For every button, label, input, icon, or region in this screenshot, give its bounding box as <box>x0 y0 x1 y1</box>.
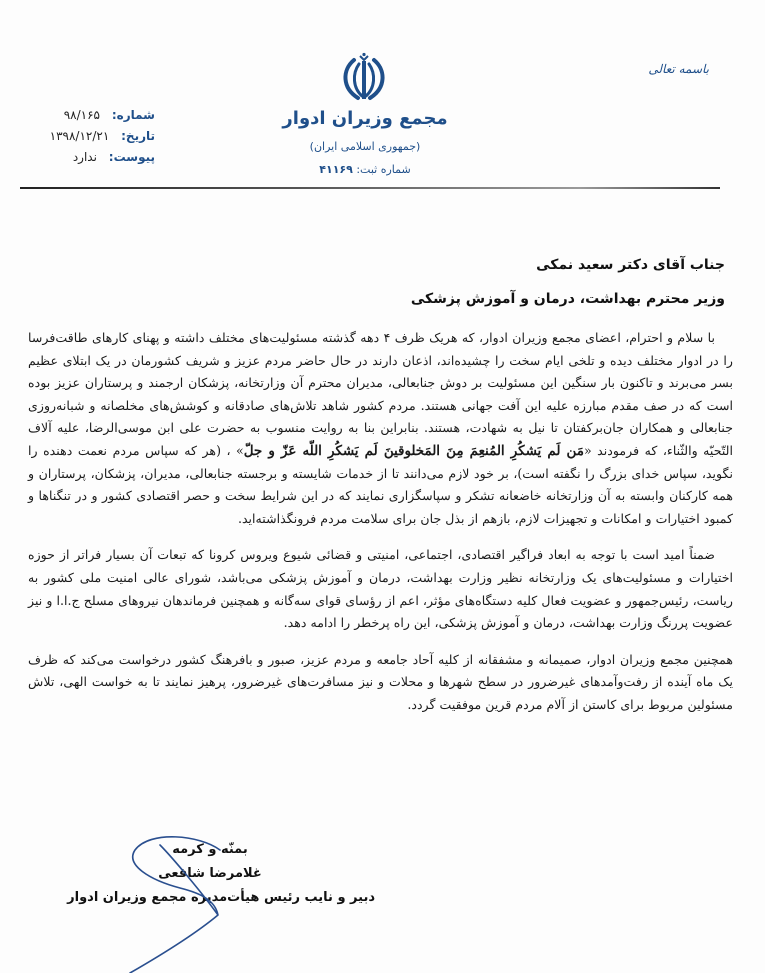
registration-number <box>280 163 450 176</box>
letter-body <box>28 327 733 717</box>
registration-label: شماره ثبت: <box>356 163 411 176</box>
p1-text-after: » ، (هر که سپاس مردم نعمت دهنده را نگوید، سپاس خدای بزرگ را نگفته است)، بر خود لازم می‌دانند تا از خدمات شایسته و برجسته جنابعالی، مدیران، پزشکان، پرستاران و همه کارکنان وابسته به آن وزارتخانه خاضعانه تشکر و سپاسگزاری نمایند که در این شرایط سخت و حصر اقتصادی کشور و در تنگناها و کمبود اختیارات و امکانات و تجهیزات لازم، بازهم از بذل جان برای سلامت مردم فرونگذاشته‌اید. <box>28 442 733 526</box>
signatory-name: غلامرضا شافعی <box>158 866 262 881</box>
attachment-label: پیوست: <box>108 150 155 164</box>
organization-subtitle: (جمهوری اسلامی ایران) <box>309 140 421 153</box>
hadith-quote: مَن لَم یَشکُرِ المُنعِمَ مِنَ المَخلوقینَ لَم یَشکُرِ اللّه عَزّ و جلّ <box>243 442 584 459</box>
registration-value: ۴۱۱۶۹ <box>319 163 353 176</box>
p1-text-before: با سلام و احترام، اعضای مجمع وزیران ادوار، که هریک ظرف ۴ دهه گذشته مسئولیت‌های مختلف داشته و پهنای کارهای طاقت‌فرسا را در ادوار مختلف دیده و تلخی ایام سخت را چشیده‌اند، اذعان دارند در حال حاضر مردم عزیز و شریف کشورمان در یک ابتلای عظیم بسر می‌برند و تاکنون بار سنگین این مسئولیت بر دوش جنابعالی، مدیران محترم آن وزارتخانه، پزشکان ارجمند و پرستاران عزیز بوده است که در صف مقدم مبارزه علیه این آفت جهانی هستند. مردم کشور شاهد تلاش‌های صادقانه و کوشش‌های مخلصانه و شبانه‌روزی جنابعالی و همکاران جان‌برکفتان تا نیل به شهادت، هستند. بنابراین بنا به روایت منسوب به حضرت علی ابن موسی‌الرضا، علیه آلاف التّحیّه والثّناء، که فرمودند « <box>28 330 733 458</box>
meta-date <box>30 126 155 147</box>
attachment-value: ندارد <box>72 150 97 164</box>
signatory-position: دبیر و نایب رئیس هیأت‌مدیره مجمع وزیران ادوار <box>67 890 375 905</box>
organization-name: مجمع وزیران ادوار <box>282 108 448 129</box>
recipient-title: وزیر محترم بهداشت، درمان و آموزش پزشکی <box>410 291 725 307</box>
date-label: تاریخ: <box>121 129 155 143</box>
header-divider <box>20 187 720 189</box>
body-paragraph-3: همچنین مجمع وزیران ادوار، صمیمانه و مشفقانه از کلیه آحاد جامعه و مردم عزیز، صبور و بافرهنگ کشور درخواست می‌کند که ظرف یک ماه آینده از رفت‌وآمدهای غیرضرور در سطح شهرها و محلات و نیز مسافرت‌های غیرضرور، پرهیز نمایند تا به خواست الهی، تلاش مسئولین مربوط برای کاستن از آلام مردم قرین موفقیت گردد. <box>28 651 733 712</box>
number-label: شماره: <box>111 108 155 122</box>
number-value: ۹۸/۱۶۵ <box>63 108 101 122</box>
letter-meta <box>30 105 155 168</box>
meta-attachment <box>30 147 155 168</box>
recipient-name: جناب آقای دکتر سعید نمکی <box>536 257 725 273</box>
body-paragraph-2: ضمناً امید است با توجه به ابعاد فراگیر اقتصادی، اجتماعی، امنیتی و قضائی شیوع ویروس کرونا که تبعات آن بسیار فراتر از حوزه اختیارات و مسئولیت‌های یک وزارتخانه نظیر وزارت بهداشت، درمان و آموزش پزشکی می‌باشد، شورای عالی امنیت ملی کشور به ریاست، رئیس‌جمهور و عضویت فعال کلیه دستگاه‌های مؤثر، اعم از رؤسای قوای سه‌گانه و همچنین فرماندهان نیروهای مسلح ج.ا.ا و نیز عضویت پررنگ وزارت بهداشت، درمان و آموزش پزشکی، این راه پرخطر را ادامه دهد. <box>28 547 733 631</box>
closing-phrase: بمنّه و کرمه <box>172 842 248 857</box>
meta-number <box>30 105 155 126</box>
date-value: ۱۳۹۸/۱۲/۲۱ <box>49 129 110 143</box>
iran-emblem-icon <box>340 52 388 102</box>
body-paragraph-1 <box>28 327 733 530</box>
invocation-text: باسمه تعالی <box>648 62 709 76</box>
signature-block <box>40 838 380 910</box>
